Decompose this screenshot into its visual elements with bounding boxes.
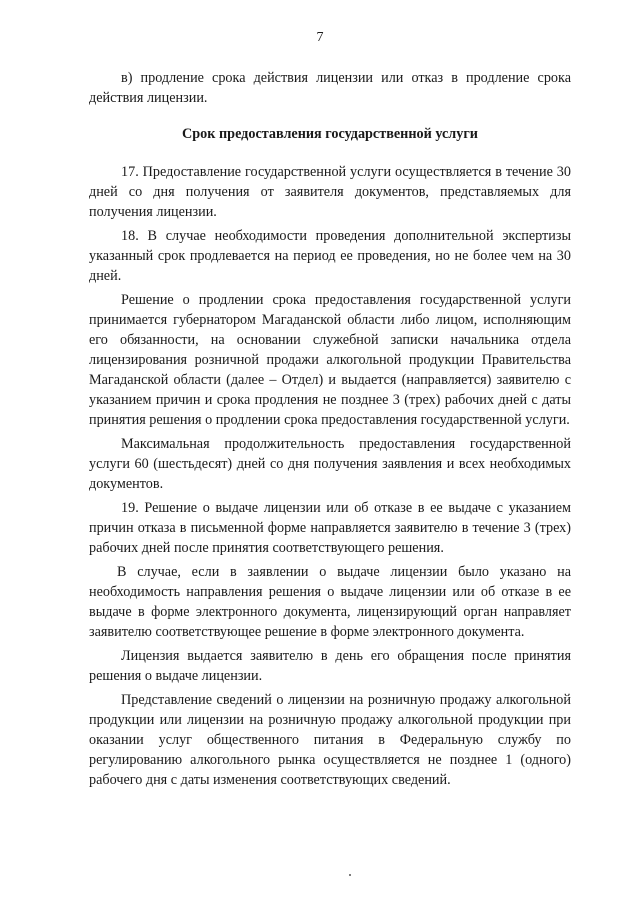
- paragraph-federal-service: Представление сведений о лицензии на розничную продажу алкогольной продукции или лицензии на розничную продажу алкогольной продукции при оказании услуг общественного питания в Федеральную службу по регулированию алкогольного рынка осуществляется не позднее 1 (одного) рабочего дня с даты изменения соответствующих сведений.: [89, 692, 571, 788]
- paragraph-18: 18. В случае необходимости проведения дополнительной экспертизы указанный срок продлевается на период ее проведения, но не более чем на 30 дней.: [89, 228, 571, 284]
- paragraph-17: 17. Предоставление государственной услуги осуществляется в течение 30 дней со дня получения от заявителя документов, представляемых для получения лицензии.: [89, 164, 571, 220]
- paragraph-licence-issue: Лицензия выдается заявителю в день его обращения после принятия решения о выдаче лицензии.: [89, 648, 571, 684]
- page-number: 7: [316, 30, 324, 45]
- document-body: [89, 68, 571, 794]
- paragraph-electronic-form: В случае, если в заявлении о выдаче лицензии было указано на необходимость направления решения о выдаче лицензии или об отказе в ее выдаче в форме электронного документа, лицензирующий орган направляет заявителю соответствующее решение в форме электронного документа.: [89, 564, 571, 640]
- paragraph-19: 19. Решение о выдаче лицензии или об отказе в ее выдаче с указанием причин отказа в письменной форме направляется заявителю в течение 3 (трех) рабочих дней после принятия соответствующего решения.: [89, 500, 571, 556]
- section-heading: Срок предоставления государственной услуги: [182, 126, 478, 142]
- paragraph-extension-decision: Решение о продлении срока предоставления государственной услуги принимается губернатором Магаданской области либо лицом, исполняющим его обязанности, на основании служебной записки начальника отдела лицензирования розничной продажи алкогольной продукции Правительства Магаданской области (далее – Отдел) и выдается (направляется) заявителю с указанием причин и срока продления не позднее 3 (трех) рабочих дней с даты принятия решения о продлении срока предоставления государственной услуги.: [89, 292, 571, 428]
- scan-speck: [349, 874, 351, 876]
- paragraph-max-duration: Максимальная продолжительность предоставления государственной услуги 60 (шестьдесят) дней со дня получения заявления и всех необходимых документов.: [89, 436, 571, 492]
- paragraph-licence-extension-item: в) продление срока действия лицензии или отказ в продление срока действия лицензии.: [89, 70, 571, 106]
